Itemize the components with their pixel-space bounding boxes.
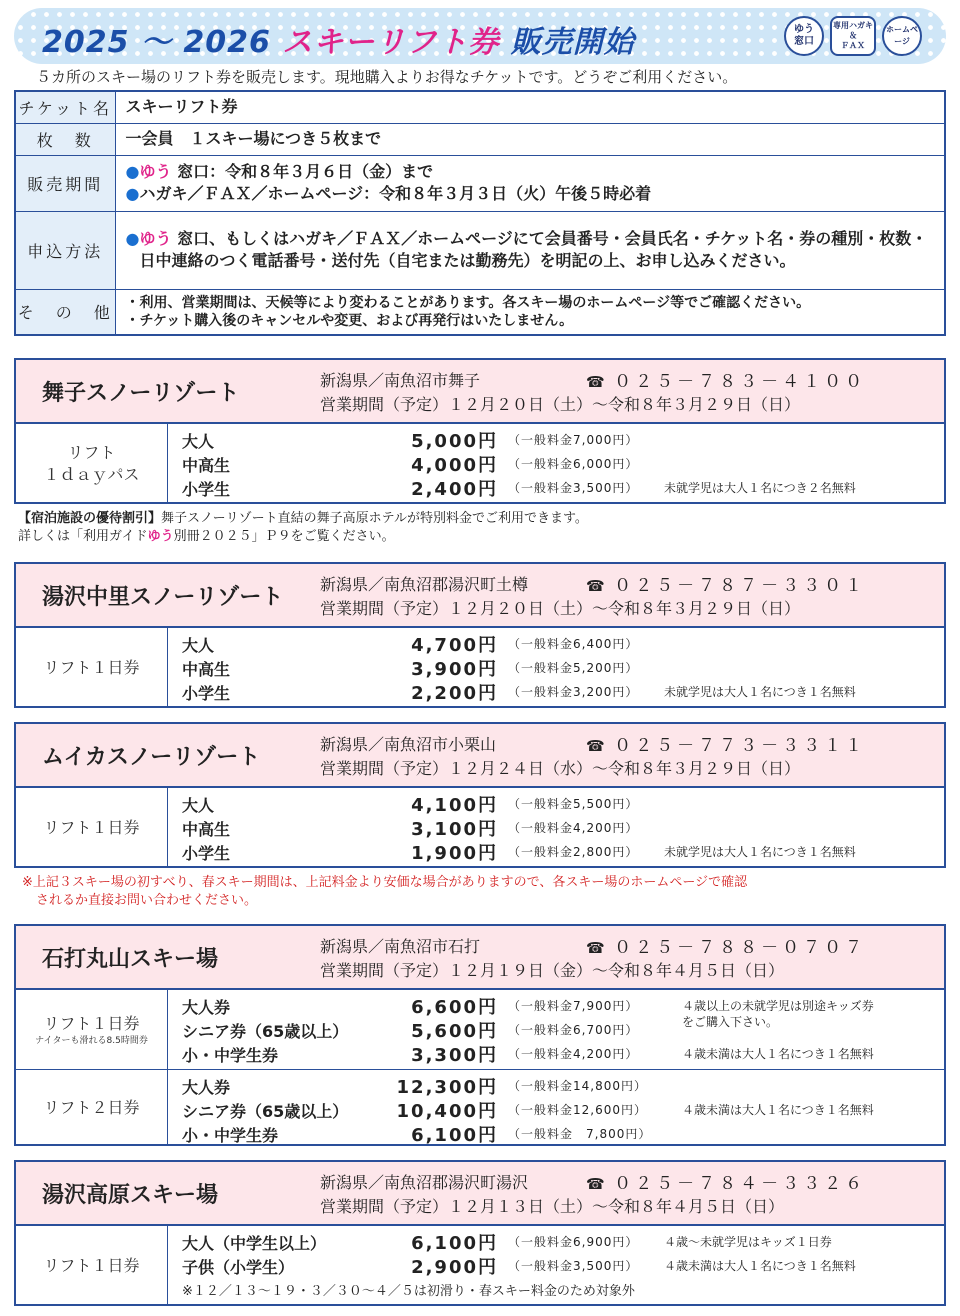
homepage-badge-icon: [882, 16, 922, 56]
ticket-type-name: リフト１日券: [43, 658, 140, 677]
general-price: （一般料金5,200円）: [508, 661, 639, 675]
ticket-type-label: [16, 788, 168, 868]
category: 小・中学生券: [182, 1126, 279, 1145]
general-price: （一般料金2,800円）: [508, 845, 639, 859]
page-title: [42, 17, 635, 61]
apply-method-value: [115, 211, 945, 289]
resort-card-nakazato: [14, 562, 946, 708]
resort-phone: [586, 571, 866, 596]
category: 小・中学生券: [182, 1046, 279, 1065]
category: シニア券（65歳以上）: [182, 1022, 349, 1041]
general-price: （一般料金3,500円）: [508, 481, 639, 495]
other-label: そ の 他: [15, 289, 115, 335]
ticket-type-name: リフト２日券: [43, 1098, 140, 1117]
ticket-name-label: チケット名: [15, 91, 115, 123]
bullet-icon: ●: [125, 229, 140, 248]
general-price: （一般料金7,000円）: [508, 433, 639, 447]
price-row: [16, 424, 944, 504]
resort-card-muika: [14, 722, 946, 868]
ticket-type-name: リフト１日券: [43, 818, 140, 837]
discount-text: 舞子スノーリゾート直結の舞子高原ホテルが特別料金でご利用できます。: [161, 511, 588, 526]
price-note: ４歳以上の未就学児は別途キッズ券: [682, 999, 874, 1013]
member-price: 10,400円: [396, 1101, 498, 1122]
title-banner: [14, 8, 946, 64]
resort-name: 石打丸山スキー場: [42, 947, 219, 972]
ticket-type-name: リフト: [67, 443, 116, 462]
category: 大人: [182, 636, 215, 655]
price-line: [168, 1229, 944, 1253]
price-note: ４歳未満は大人１名につき１名無料: [682, 1103, 874, 1117]
category: 小学生: [182, 844, 231, 863]
price-note: 未就学児は大人１名につき１名無料: [664, 685, 856, 699]
category: 大人券: [182, 1078, 231, 1097]
member-price: 4,700円: [411, 635, 498, 656]
price-list: [168, 990, 944, 1069]
resort-address: 新潟県／南魚沼市舞子: [320, 371, 481, 390]
general-price: （一般料金4,200円）: [508, 821, 639, 835]
price-row: [16, 788, 944, 868]
price-note: 未就学児は大人１名につき２名無料: [664, 481, 856, 495]
general-price: （一般料金6,700円）: [508, 1023, 639, 1037]
info-table: [14, 90, 946, 336]
price-line: [168, 815, 944, 839]
price-line: [168, 427, 944, 451]
price-line: [168, 1097, 944, 1121]
member-price: 3,100円: [411, 819, 498, 840]
member-price: 5,000円: [411, 431, 498, 452]
general-price: （一般料金12,600円）: [508, 1103, 647, 1117]
title-rest: 販売開始: [510, 25, 635, 60]
general-price: （一般料金6,400円）: [508, 637, 639, 651]
ticket-type-sub: ナイターも滑れる8.5時間券: [35, 1035, 148, 1046]
notice-line-1: ※上記３スキー場の初すべり、春スキー期間は、上記料金より安価な場合がありますので、各スキー場のホームページで確認: [22, 875, 748, 890]
other-note-2: ・チケット購入後のキャンセルや変更、および再発行はいたしません。: [125, 312, 574, 329]
general-price: （一般料金5,500円）: [508, 797, 639, 811]
phone-number: ０２５－７８８－０７０７: [614, 938, 867, 958]
ticket-type-label: [16, 1070, 168, 1146]
member-price: 3,900円: [411, 659, 498, 680]
resort-card-yuzawa-kogen: [14, 1160, 946, 1306]
apply-method-label: 申込方法: [15, 211, 115, 289]
category: 大人: [182, 796, 215, 815]
category: 小学生: [182, 684, 231, 703]
price-note: をご購入下さい。: [682, 1015, 779, 1029]
category: 大人: [182, 432, 215, 451]
price-line: [168, 631, 944, 655]
resort-name: ムイカスノーリゾート: [42, 745, 261, 770]
resort-header: [16, 926, 944, 990]
price-list: [168, 424, 944, 504]
resort-name: 舞子スノーリゾート: [42, 381, 240, 406]
resort-header: [16, 564, 944, 628]
resort-phone: [586, 933, 866, 958]
title-accent: スキーリフト券: [282, 25, 500, 60]
ticket-type-label: [16, 990, 168, 1069]
member-price: 6,100円: [411, 1233, 498, 1254]
general-price: （一般料金6,900円）: [508, 1235, 639, 1249]
bullet-icon: ●: [125, 184, 140, 203]
price-note: 未就学児は大人１名につき１名無料: [664, 845, 856, 859]
yu-logo: ゆう: [139, 229, 172, 248]
resort-period: 営業期間（予定）１２月２０日（土）～令和８年３月２９日（日）: [320, 395, 801, 414]
general-price: （一般料金7,900円）: [508, 999, 639, 1013]
quantity-label: 枚 数: [15, 123, 115, 155]
resort-period: 営業期間（予定）１２月１９日（金）～令和８年４月５日（日）: [320, 961, 785, 980]
ticket-type-sub: １ｄａｙパス: [43, 465, 140, 484]
price-line: [168, 993, 944, 1017]
yu-logo: ゆう: [147, 529, 174, 544]
maiko-discount-note: [18, 510, 588, 546]
sales-period-label: 販売期間: [15, 155, 115, 211]
price-line: [168, 451, 944, 475]
category: 中高生: [182, 660, 231, 679]
general-price: （一般料金4,200円）: [508, 1047, 639, 1061]
member-price: 12,300円: [396, 1077, 498, 1098]
resort-header: [16, 360, 944, 424]
resort-header: [16, 1162, 944, 1226]
member-price: 3,300円: [411, 1045, 498, 1066]
member-price: 4,100円: [411, 795, 498, 816]
resort-header: [16, 724, 944, 788]
intro-text: ５カ所のスキー場のリフト券を販売します。現地購入よりお得なチケットです。どうぞご利用ください。: [36, 68, 738, 86]
guide-text-a: 詳しくは「利用ガイド: [18, 529, 148, 544]
title-year: 2025 ～ 2026: [42, 25, 271, 60]
resort-phone: [586, 731, 866, 756]
phone-number: ０２５－７８３－４１００: [614, 372, 867, 392]
bullet-icon: ●: [125, 162, 140, 181]
price-line: [168, 1121, 944, 1145]
yu-logo: ゆう: [139, 162, 172, 181]
resort-address: 新潟県／南魚沼市石打: [320, 937, 481, 956]
member-price: 5,600円: [411, 1021, 498, 1042]
resort-name: 湯沢高原スキー場: [42, 1183, 219, 1208]
price-note: ４歳～未就学児はキッズ１日券: [664, 1235, 832, 1249]
resort-card-ishiuchi: [14, 924, 946, 1146]
price-footnote: [168, 1277, 944, 1301]
resort-period: 営業期間（予定）１２月２０日（土）～令和８年３月２９日（日）: [320, 599, 801, 618]
apply-method-text: 窓口、もしくはハガキ／ＦＡＸ／ホームページにて会員番号・会員氏名・チケット名・券の種別・枚数・日中連絡のつく電話番号・送付先（自宅または勤務先）を明記の上、お申し込みください。: [139, 229, 928, 270]
phone-icon: ☎: [586, 577, 605, 595]
price-list: [168, 788, 944, 868]
member-price: 1,900円: [411, 843, 498, 864]
price-list: [168, 628, 944, 708]
ticket-name-value: スキーリフト券: [115, 91, 945, 123]
cheaper-price-notice: [22, 874, 747, 910]
phone-icon: ☎: [586, 373, 605, 391]
resort-phone: [586, 1169, 866, 1194]
general-price: （一般料金3,500円）: [508, 1259, 639, 1273]
price-row: [16, 1226, 944, 1306]
general-price: （一般料金14,800円）: [508, 1079, 647, 1093]
phone-icon: ☎: [586, 939, 605, 957]
ticket-type-label: [16, 424, 168, 504]
notice-line-2: されるか直接お問い合わせください。: [36, 893, 258, 908]
sales-period-counter: 窓口：令和８年３月６日（金）まで: [177, 162, 434, 181]
price-list: [168, 1070, 944, 1146]
price-line: [168, 1041, 944, 1065]
category: 大人券: [182, 998, 231, 1017]
category: 子供（小学生）: [182, 1258, 295, 1277]
member-price: 2,900円: [411, 1257, 498, 1278]
resort-card-maiko: [14, 358, 946, 504]
price-row: [16, 990, 944, 1069]
general-price: （一般料金6,000円）: [508, 457, 639, 471]
sales-period-mail: ハガキ／ＦＡＸ／ホームページ：令和８年３月３日（火）午後５時必着: [139, 184, 652, 203]
price-note: ４歳未満は大人１名につき１名無料: [682, 1047, 874, 1061]
phone-icon: ☎: [586, 737, 605, 755]
phone-icon: ☎: [586, 1175, 605, 1193]
ticket-type-name: リフト１日券: [43, 1256, 140, 1275]
resort-period: 営業期間（予定）１２月２４日（水）～令和８年３月２９日（日）: [320, 759, 801, 778]
resort-period: 営業期間（予定）１２月１３日（土）～令和８年４月５日（日）: [320, 1197, 785, 1216]
resort-name: 湯沢中里スノーリゾート: [42, 585, 284, 610]
phone-number: ０２５－７８７－３３０１: [614, 576, 867, 596]
counter-badge-text: ゆう 窓口: [794, 24, 814, 47]
member-price: 6,600円: [411, 997, 498, 1018]
counter-badge-icon: [784, 16, 824, 56]
price-line: [168, 1253, 944, 1277]
ticket-type-label: [16, 628, 168, 708]
guide-text-b: 別冊２０２５」Ｐ９をご覧ください。: [173, 529, 395, 544]
price-line: [168, 475, 944, 499]
category: 大人（中学生以上）: [182, 1234, 327, 1253]
quantity-value: 一会員 １スキー場につき５枚まで: [115, 123, 945, 155]
footnote-text: ※１２／１３～１９・３／３０～４／５は初滑り・春スキー料金のため対象外: [182, 1284, 635, 1299]
ticket-type-name: リフト１日券: [43, 1013, 140, 1033]
price-row: [16, 1069, 944, 1146]
discount-heading: 【宿泊施設の優待割引】: [18, 511, 162, 526]
resort-address: 新潟県／南魚沼市小栗山: [320, 735, 497, 754]
resort-address: 新潟県／南魚沼郡湯沢町湯沢: [320, 1173, 529, 1192]
homepage-badge-text: ホームページ: [886, 25, 918, 46]
member-price: 4,000円: [411, 455, 498, 476]
category: 中高生: [182, 820, 231, 839]
general-price: （一般料金 7,800円）: [508, 1127, 652, 1141]
member-price: 2,200円: [411, 683, 498, 704]
price-line: [168, 1073, 944, 1097]
price-line: [168, 679, 944, 703]
resort-phone: [586, 367, 866, 392]
resort-address: 新潟県／南魚沼郡湯沢町土樽: [320, 575, 529, 594]
price-row: [16, 628, 944, 708]
other-value: [115, 289, 945, 335]
member-price: 6,100円: [411, 1125, 498, 1146]
category: シニア券（65歳以上）: [182, 1102, 349, 1121]
other-note-1: ・利用、営業期間は、天候等により変わることがあります。各スキー場のホームページ等でご確認ください。: [125, 294, 811, 311]
ticket-type-label: [16, 1226, 168, 1306]
price-list: [168, 1226, 944, 1306]
category: 小学生: [182, 480, 231, 499]
member-price: 2,400円: [411, 479, 498, 500]
price-note: ４歳未満は大人１名につき１名無料: [664, 1259, 856, 1273]
phone-number: ０２５－７７３－３３１１: [614, 736, 867, 756]
sales-period-value: [115, 155, 945, 211]
price-line: [168, 1017, 944, 1041]
price-line: [168, 655, 944, 679]
price-line: [168, 839, 944, 863]
postcard-fax-badge-icon: [830, 16, 876, 56]
phone-number: ０２５－７８４－３３２６: [614, 1174, 867, 1194]
general-price: （一般料金3,200円）: [508, 685, 639, 699]
category: 中高生: [182, 456, 231, 475]
price-line: [168, 791, 944, 815]
postcard-fax-badge-text: 専用ハガキ ＆ ＦＡＸ: [833, 21, 873, 50]
